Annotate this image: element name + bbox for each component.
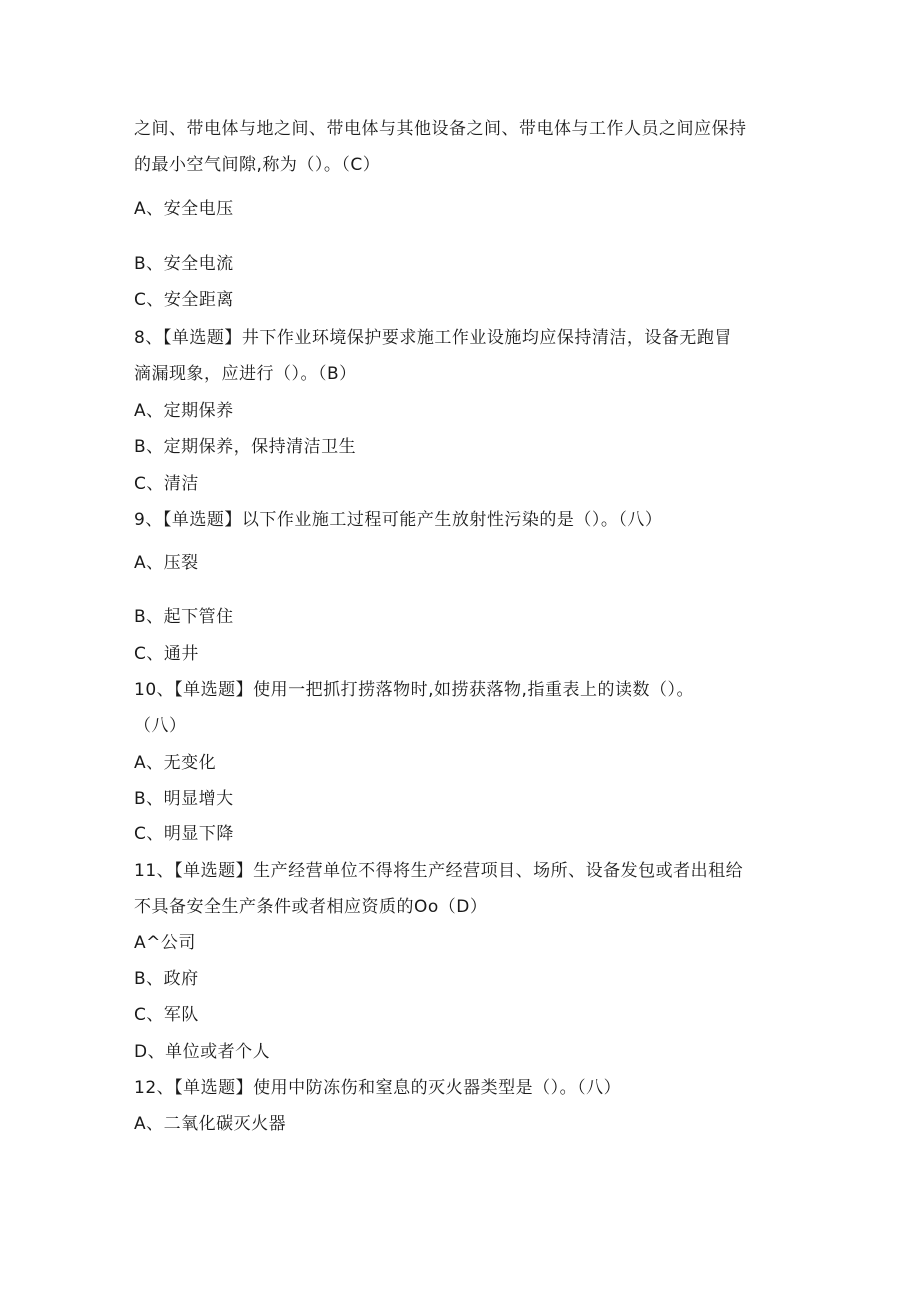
question-7-text-line-2: 的最小空气间隙,称为（）。（C） <box>134 155 381 175</box>
option-c: C、通井 <box>134 644 199 664</box>
option-c: C、明显下降 <box>134 824 234 844</box>
question-8-text-line-1: 8、【单选题】井下作业环境保护要求施工作业设施均应保持清洁，设备无跑冒 <box>134 328 732 348</box>
option-a: A、无变化 <box>134 753 217 773</box>
question-10-text-line-1: 10、【单选题】使用一把抓打捞落物时,如捞获落物,指重表上的读数（）。 <box>134 680 694 700</box>
question-8-text-line-2: 滴漏现象，应进行（）。（B） <box>134 364 357 384</box>
option-c: C、军队 <box>134 1005 199 1025</box>
option-a: A、压裂 <box>134 553 199 573</box>
option-c: C、安全距离 <box>134 290 234 310</box>
option-a: A^公司 <box>134 933 196 953</box>
option-b: B、起下管住 <box>134 607 234 627</box>
option-a: A、安全电压 <box>134 199 234 219</box>
option-d: D、单位或者个人 <box>134 1042 271 1062</box>
option-b: B、安全电流 <box>134 254 234 274</box>
question-7-text-line-1: 之间、带电体与地之间、带电体与其他设备之间、带电体与工作人员之间应保持 <box>134 119 747 139</box>
question-11-text-line-2: 不具备安全生产条件或者相应资质的Oo（D） <box>134 897 488 917</box>
option-a: A、二氧化碳灭火器 <box>134 1114 287 1134</box>
option-c: C、清洁 <box>134 474 199 494</box>
question-10-text-line-2: （八） <box>134 716 187 736</box>
question-9-text: 9、【单选题】以下作业施工过程可能产生放射性污染的是（）。（八） <box>134 510 663 530</box>
option-b: B、明显增大 <box>134 789 234 809</box>
option-b: B、政府 <box>134 969 199 989</box>
option-a: A、定期保养 <box>134 401 234 421</box>
question-12-text: 12、【单选题】使用中防冻伤和窒息的灭火器类型是（）。（八） <box>134 1078 622 1098</box>
question-11-text-line-1: 11、【单选题】生产经营单位不得将生产经营项目、场所、设备发包或者出租给 <box>134 861 744 881</box>
option-b: B、定期保养，保持清洁卫生 <box>134 437 357 457</box>
